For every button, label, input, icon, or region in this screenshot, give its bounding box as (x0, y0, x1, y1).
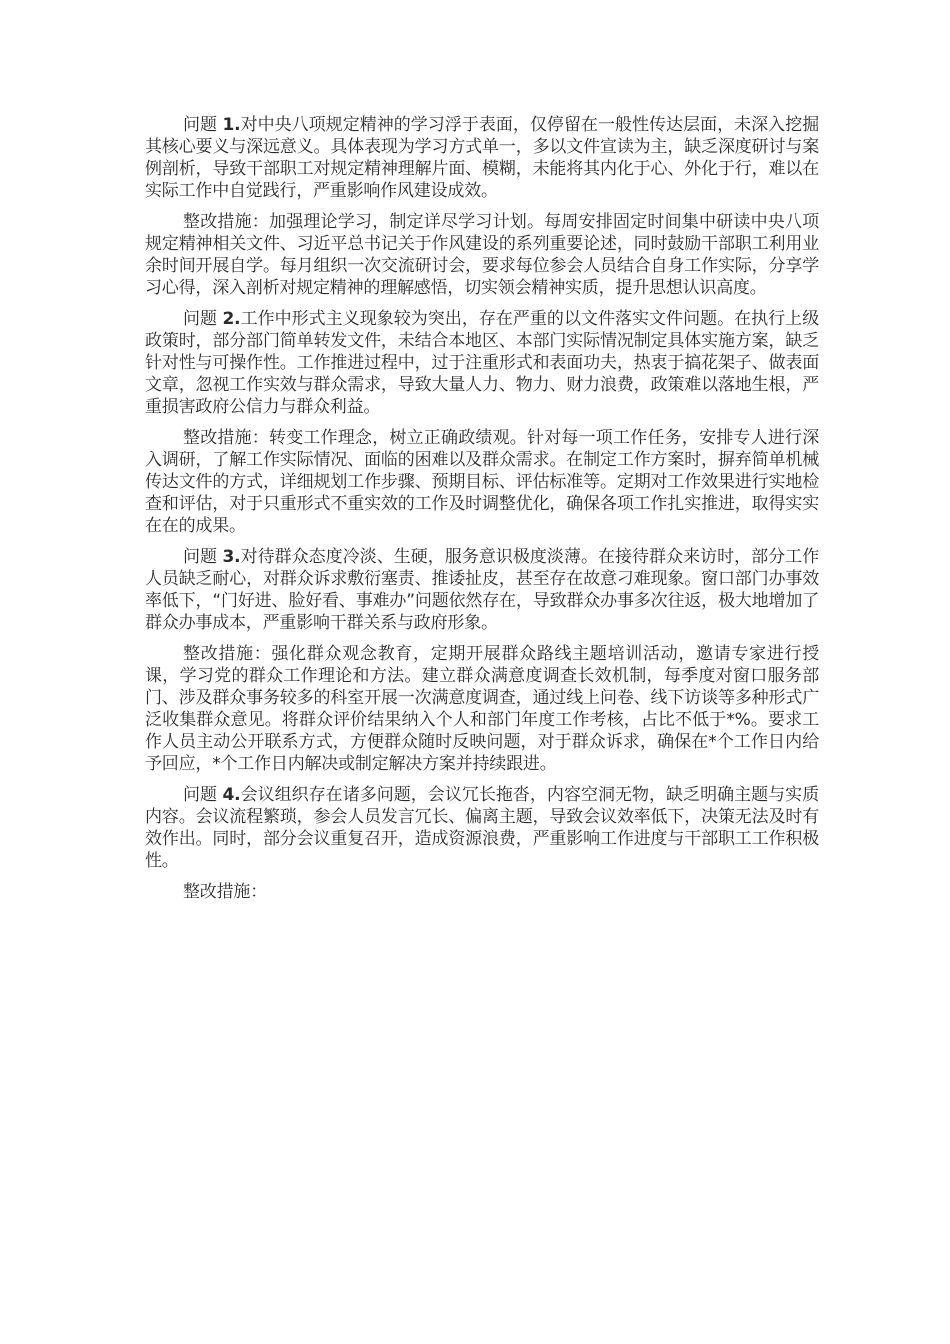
measure-label: 整改措施： (183, 882, 267, 902)
issue-text: 会议组织存在诸多问题，会议冗长拖沓，内容空洞无物，缺乏明确主题与实质内容。会议流程繁琐，参会人员发言冗长、偏离主题，导致会议效率低下，决策无法及时有效作出。同时，部分会议重复召开，造成资源浪费，严重影响工作进度与干部职工工作积极性。 (145, 785, 819, 871)
issue-label: 问题 (183, 115, 218, 135)
issue-2-paragraph (145, 308, 819, 418)
issue-label: 问题 (183, 785, 218, 805)
issue-number: 4. (222, 785, 241, 805)
issue-text: 工作中形式主义现象较为突出，存在严重的以文件落实文件问题。在执行上级政策时，部分部门简单转发文件，未结合本地区、本部门实际情况制定具体实施方案，缺乏针对性与可操作性。工作推进过程中，过于注重形式和表面功夫，热衷于搞花架子、做表面文章，忽视工作实效与群众需求，导致大量人力、物力、财力浪费，政策难以落地生根，严重损害政府公信力与群众利益。 (145, 309, 819, 417)
issue-text: 对中央八项规定精神的学习浮于表面，仅停留在一般性传达层面，未深入挖掘其核心要义与深远意义。具体表现为学习方式单一，多以文件宣读为主，缺乏深度研讨与案例剖析，导致干部职工对规定精神理解片面、模糊，未能将其内化于心、外化于行，难以在实际工作中自觉践行，严重影响作风建设成效。 (145, 115, 819, 201)
document-page (145, 114, 819, 912)
measure-text: 加强理论学习，制定详尽学习计划。每周安排固定时间集中研读中央八项规定精神相关文件、习近平总书记关于作风建设的系列重要论述，同时鼓励干部职工利用业余时间开展自学。每月组织一次交流研讨会，要求每位参会人员结合自身工作实际，分享学习心得，深入剖析对规定精神的理解感悟，切实领会精神实质，提升思想认识高度。 (145, 212, 819, 298)
issue-number: 2. (222, 309, 241, 329)
measure-1-paragraph (145, 211, 819, 299)
measure-label: 整改措施： (183, 644, 272, 664)
measure-4-paragraph (145, 881, 819, 903)
issue-4-paragraph (145, 784, 819, 872)
issue-number: 1. (222, 115, 241, 135)
measure-3-paragraph (145, 643, 819, 775)
issue-3-paragraph (145, 546, 819, 634)
measure-label: 整改措施： (183, 212, 269, 232)
measure-text: 转变工作理念，树立正确政绩观。针对每一项工作任务，安排专人进行深入调研，了解工作实际情况、面临的困难以及群众需求。在制定工作方案时，摒弃简单机械传达文件的方式，详细规划工作步骤、预期目标、评估标准等。定期对工作效果进行实地检查和评估，对于只重形式不重实效的工作及时调整优化，确保各项工作扎实推进，取得实实在在的成果。 (145, 428, 819, 536)
issue-label: 问题 (183, 309, 218, 329)
measure-label: 整改措施： (183, 428, 269, 448)
issue-1-paragraph (145, 114, 819, 202)
measure-text: 强化群众观念教育，定期开展群众路线主题培训活动，邀请专家进行授课，学习党的群众工作理论和方法。建立群众满意度调查长效机制，每季度对窗口服务部门、涉及群众事务较多的科室开展一次满意度调查，通过线上问卷、线下访谈等多种形式广泛收集群众意见。将群众评价结果纳入个人和部门年度工作考核，占比不低于*%。要求工作人员主动公开联系方式，方便群众随时反映问题，对于群众诉求，确保在*个工作日内给予回应，*个工作日内解决或制定解决方案并持续跟进。 (145, 644, 819, 774)
issue-text: 对待群众态度冷淡、生硬，服务意识极度淡薄。在接待群众来访时，部分工作人员缺乏耐心，对群众诉求敷衍塞责、推诿扯皮，甚至存在故意刁难现象。窗口部门办事效率低下，“门好进、脸好看、事难办”问题依然存在，导致群众办事多次往返，极大地增加了群众办事成本，严重影响干群关系与政府形象。 (145, 547, 819, 633)
issue-number: 3. (222, 547, 241, 567)
measure-2-paragraph (145, 427, 819, 537)
issue-label: 问题 (183, 547, 218, 567)
